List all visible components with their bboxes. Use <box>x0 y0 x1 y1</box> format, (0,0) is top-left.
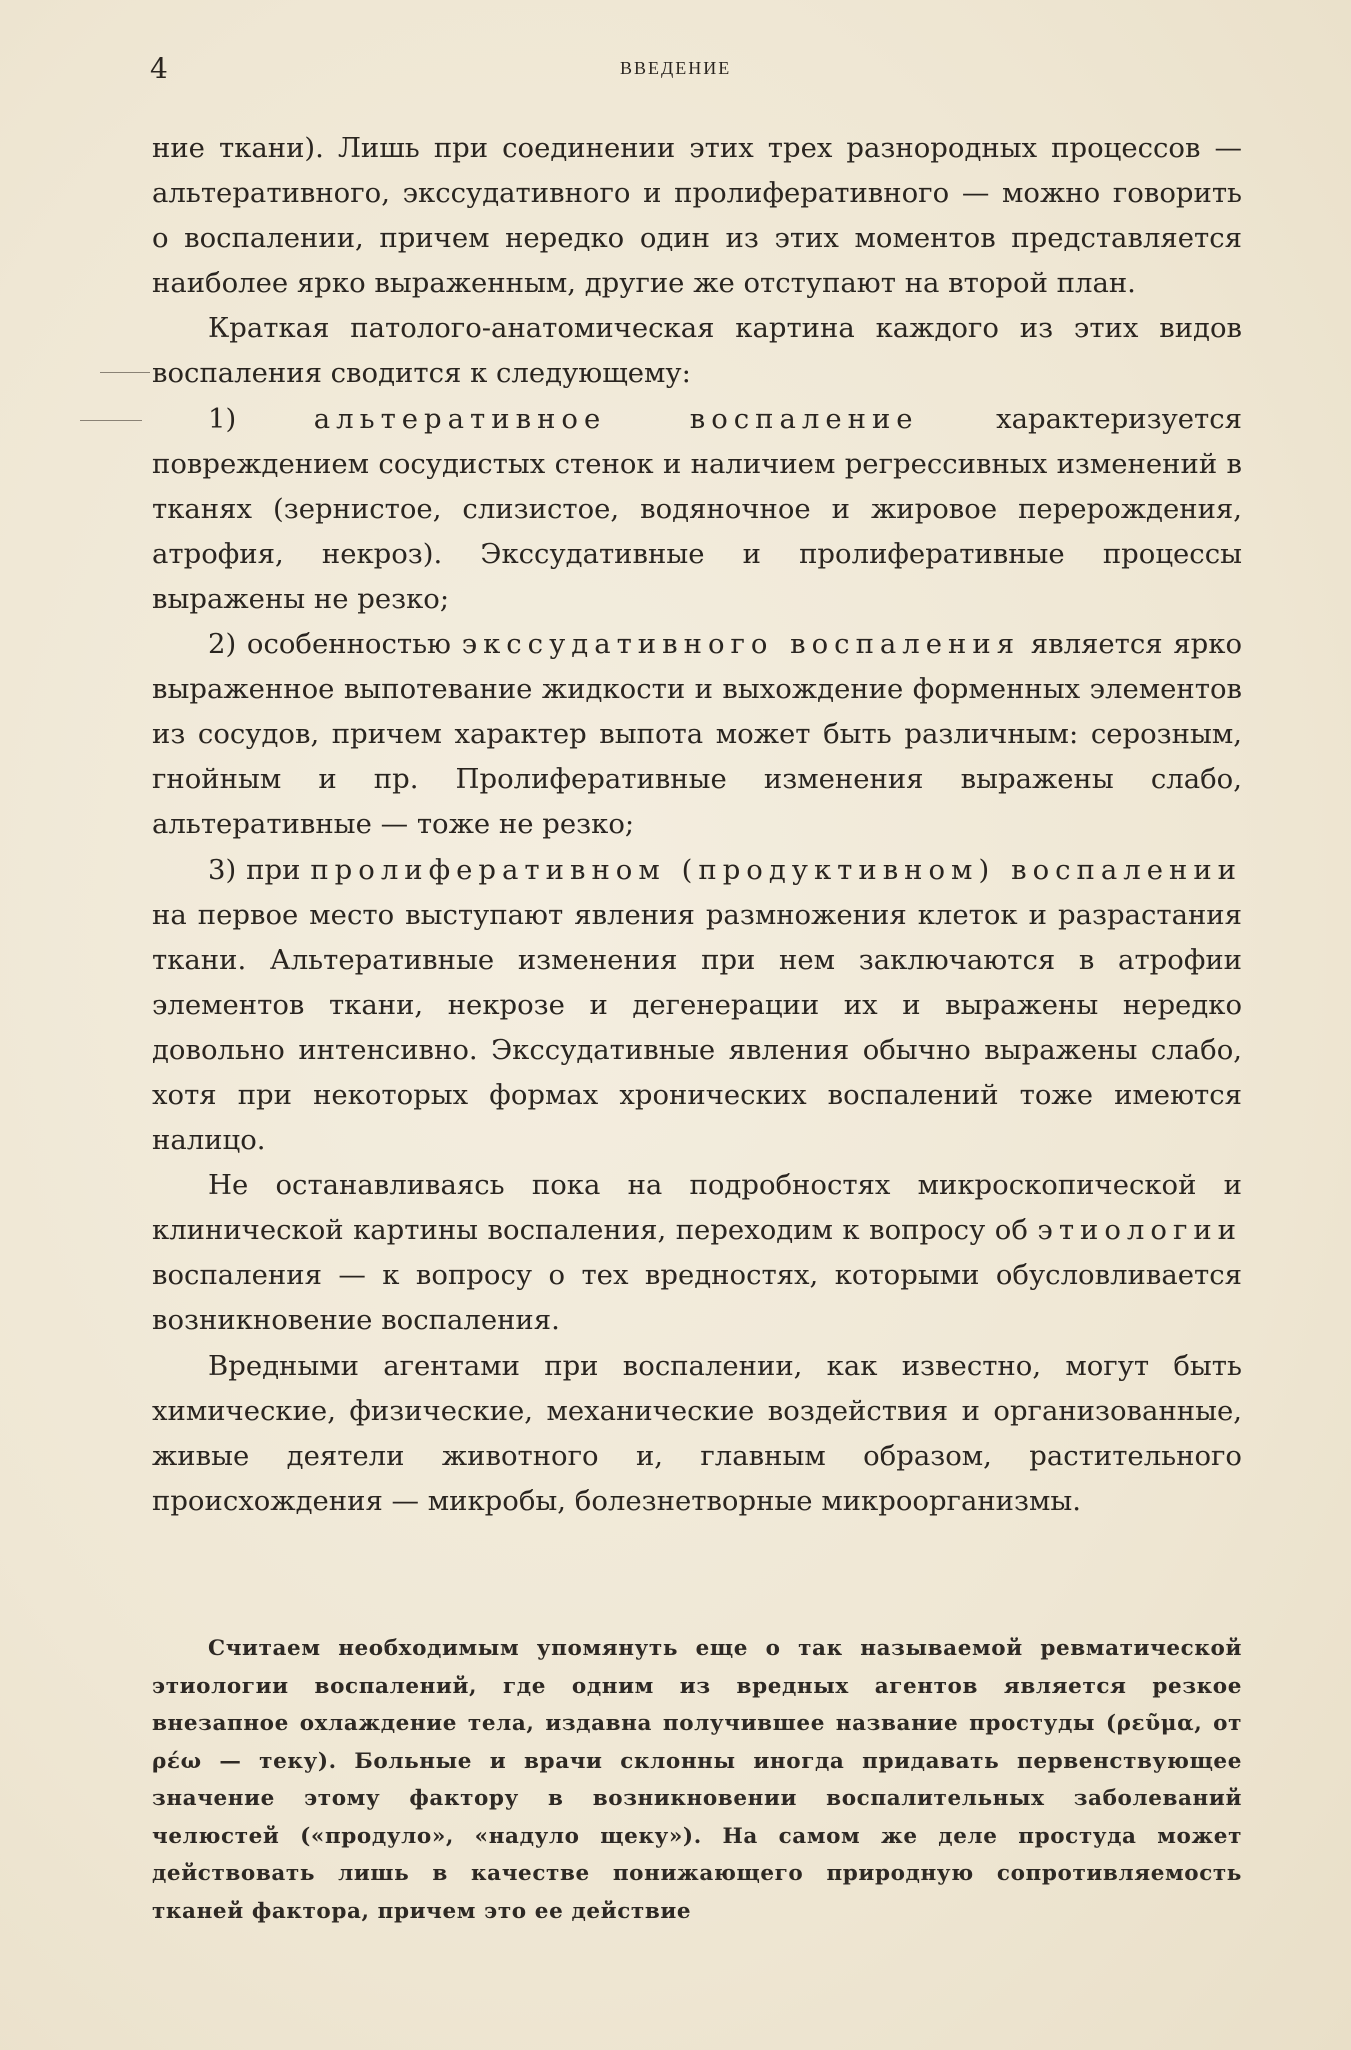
paragraph-text: воспаления — к вопросу о тех вредностях, которыми обусловливается возникновение воспаления. <box>152 1259 1242 1337</box>
term-etiology: этиологии <box>1037 1214 1243 1247</box>
term-exudative: экссудативного воспаления <box>461 628 1021 661</box>
paragraph-proliferative <box>152 848 1242 1164</box>
paragraph-text: 3) при <box>208 853 301 886</box>
main-text <box>152 126 1242 1524</box>
paragraph-text: 2) особенностью <box>208 628 451 661</box>
term-alterative: альтеративное воспаление <box>313 402 919 435</box>
paragraph-alterative <box>152 397 1242 622</box>
page-header <box>150 52 1240 92</box>
paragraph-text: является ярко выраженное выпотевание жидкости и выхождение форменных элементов из сосудов, причем характер выпота может быть различным: серозным, гнойным и пр. Пролиферативные изменения выражены слабо, альтеративные — тоже не резко; <box>152 628 1243 841</box>
paragraph-etiology <box>152 1163 1242 1343</box>
margin-pencil-mark <box>80 420 142 421</box>
margin-pencil-mark <box>100 372 150 373</box>
footnote <box>152 1630 1242 1930</box>
paragraph-continuation: ние ткани). Лишь при соединении этих трех разнородных процессов — альтеративного, экссудативного и пролиферативного — можно говорить о воспалении, причем нередко один из этих моментов представляется наиболее ярко выраженным, другие же отступают на второй план. <box>152 132 1242 300</box>
paragraph: Краткая патолого-анатомическая картина каждого из этих видов воспаления сводится к следующему: <box>152 312 1242 390</box>
term-proliferative: пролиферативном (продуктивном) воспалении <box>310 853 1242 886</box>
paragraph-text: Не останавливаясь пока на подробностях микроскопической и клинической картины воспаления, переходим к вопросу об <box>152 1169 1242 1247</box>
paragraph: Вредными агентами при воспалении, как известно, могут быть химические, физические, механические воздействия и организованные, живые деятели животного и, главным образом, растительного происхождения — микробы, болезнетворные микроорганизмы. <box>152 1349 1242 1517</box>
footnote-text: Считаем необходимым упомянуть еще о так называемой ревматической этиологии воспалений, где одним из вредных агентов является резкое внезапное охлаждение тела, издавна получившее название простуды (ρεῦμα, от ρέω — теку). Больные и врачи склонны иногда придавать первенствующее значение этому фактору в возникновении воспалительных заболеваний челюстей («продуло», «надуло щеку»). На самом же деле простуда может действовать лишь в качестве понижающего природную сопротивляемость тканей фактора, причем это ее действие <box>152 1636 1242 1924</box>
paragraph-exudative <box>152 622 1242 847</box>
page-number: 4 <box>150 52 168 85</box>
running-head: ВВЕДЕНИЕ <box>620 58 732 78</box>
paragraph-text: на первое место выступают явления размножения клеток и разрастания ткани. Альтеративные изменения при нем заключаются в атрофии элементов ткани, некрозе и дегенерации их и выражены нередко довольно интенсивно. Экссудативные явления обычно выражены слабо, хотя при некоторых формах хронических воспалений тоже имеются налицо. <box>152 898 1242 1157</box>
paragraph-text: характеризуется повреждением сосудистых стенок и наличием регрессивных изменений в тканях (зернистое, слизистое, водяночное и жировое перерождения, атрофия, некроз). Экссудативные и пролиферативные процессы выражены не резко; <box>152 402 1243 615</box>
item-number: 1) <box>208 402 237 435</box>
